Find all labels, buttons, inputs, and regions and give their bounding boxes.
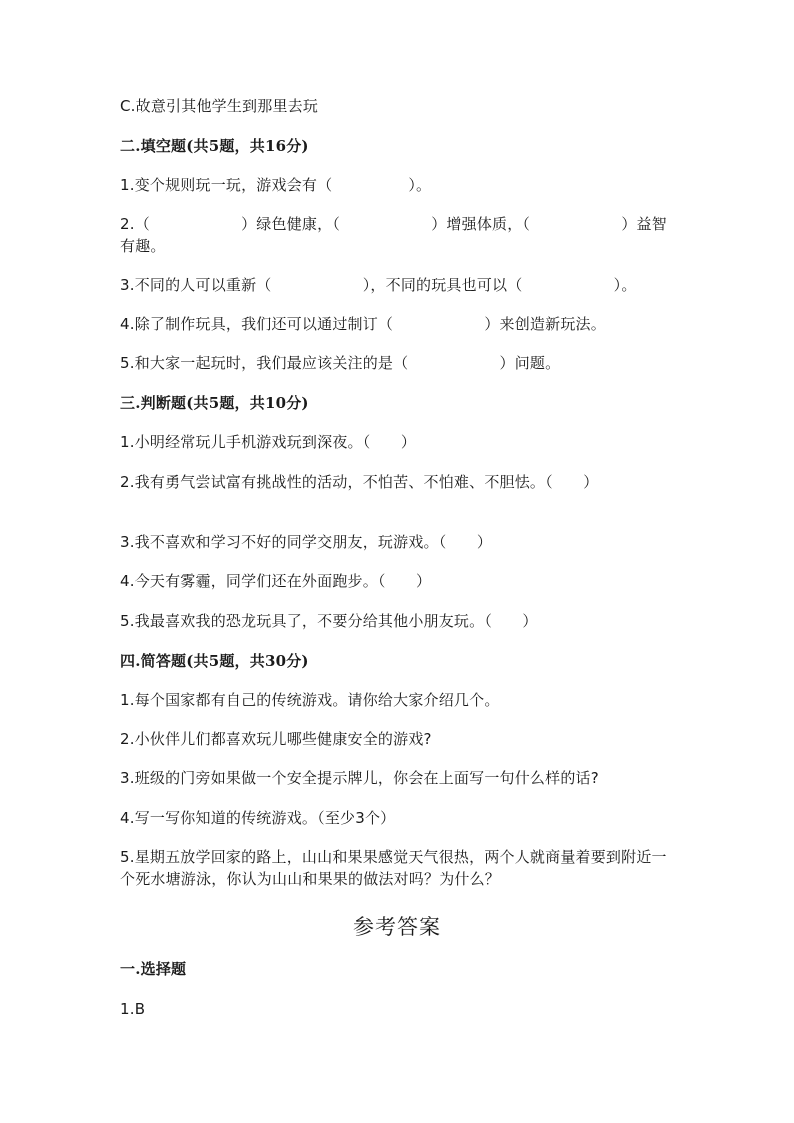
answer-key-title: 参考答案 xyxy=(353,915,441,939)
short-answer-q3: 3.班级的门旁如果做一个安全提示牌儿，你会在上面写一句什么样的话? xyxy=(120,769,599,787)
section-heading-true-false: 三.判断题(共5题，共10分) xyxy=(120,394,309,412)
choice-option-c: C.故意引其他学生到那里去玩 xyxy=(120,97,319,115)
fill-blank-q1: 1.变个规则玩一玩，游戏会有（ ）。 xyxy=(120,176,432,194)
short-answer-q4: 4.写一写你知道的传统游戏。（至少3个） xyxy=(120,809,396,827)
short-answer-q2: 2.小伙伴儿们都喜欢玩儿哪些健康安全的游戏? xyxy=(120,730,432,748)
answer-section-heading: 一.选择题 xyxy=(120,960,187,978)
fill-blank-q4: 4.除了制作玩具，我们还可以通过制订（ ）来创造新玩法。 xyxy=(120,315,606,333)
true-false-q1: 1.小明经常玩儿手机游戏玩到深夜。（ ） xyxy=(120,433,417,451)
section-heading-short-answer: 四.简答题(共5题，共30分) xyxy=(120,652,309,670)
short-answer-q1: 1.每个国家都有自己的传统游戏。请你给大家介绍几个。 xyxy=(120,691,500,709)
true-false-q4: 4.今天有雾霾，同学们还在外面跑步。（ ） xyxy=(120,572,432,590)
true-false-q2: 2.我有勇气尝试富有挑战性的活动，不怕苦、不怕难、不胆怯。（ ） xyxy=(120,473,599,491)
fill-blank-q3: 3.不同的人可以重新（ ），不同的玩具也可以（ ）。 xyxy=(120,276,637,294)
short-answer-q5: 5.星期五放学回家的路上，山山和果果感觉天气很热，两个人就商量着要到附近一个死水塘游泳，你认为山山和果果的做法对吗？为什么？ xyxy=(120,848,667,888)
answer-item-1: 1.B xyxy=(120,1000,146,1018)
fill-blank-q5: 5.和大家一起玩时，我们最应该关注的是（ ）问题。 xyxy=(120,354,561,372)
true-false-q3: 3.我不喜欢和学习不好的同学交朋友，玩游戏。（ ） xyxy=(120,533,493,551)
true-false-q5: 5.我最喜欢我的恐龙玩具了，不要分给其他小朋友玩。（ ） xyxy=(120,612,538,630)
fill-blank-q2: 2.（ ）绿色健康，（ ）增强体质，（ ）益智有趣。 xyxy=(120,215,667,255)
section-heading-fill-blank: 二.填空题(共5题，共16分) xyxy=(120,137,309,155)
